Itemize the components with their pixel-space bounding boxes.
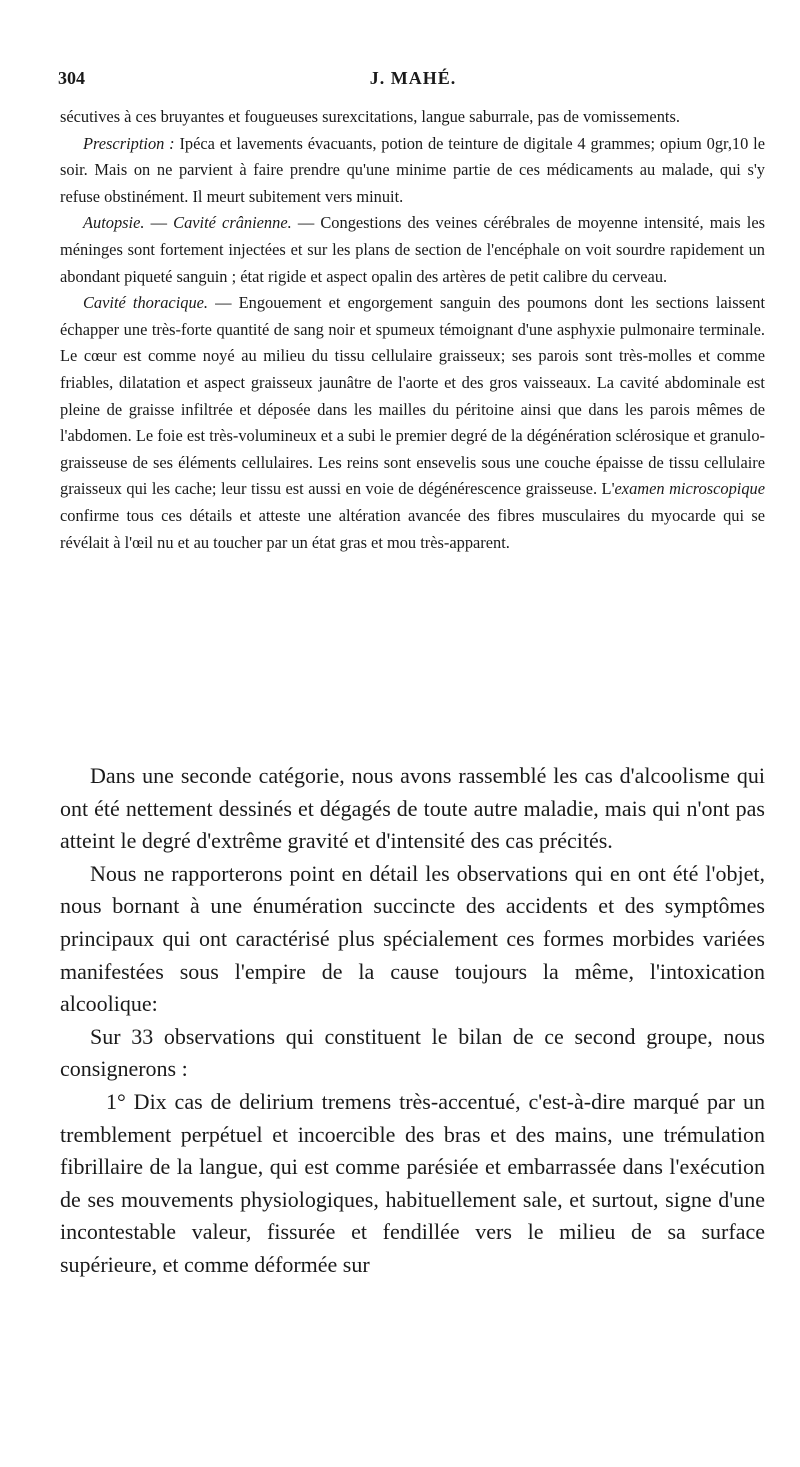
thoracic-cavity-label: Cavité thoracique. xyxy=(83,293,209,313)
paragraph-prescription xyxy=(60,131,765,211)
microscopic-exam-label: examen microscopique xyxy=(614,479,765,499)
paragraph-second-category: Dans une seconde catégorie, nous avons rassemblé les cas d'alcoolisme qui ont été nettement dessinés et dégagés de toute autre maladie, mais qui n'ont pas atteint le degré d'extrême gravité et d'intensité des cas précités. xyxy=(60,763,765,854)
paragraph-autopsy xyxy=(60,210,765,290)
page-number: 304 xyxy=(58,68,85,88)
running-title: J. MAHÉ. xyxy=(369,68,457,88)
paragraph-continuation: sécutives à ces bruyantes et fougueuses surexcitations, langue saburrale, pas de vomissements. xyxy=(60,107,680,126)
main-text xyxy=(60,760,765,1282)
paragraph-thoracic xyxy=(60,290,765,556)
page-header xyxy=(58,68,768,94)
cranial-cavity-label: Cavité crânienne. xyxy=(173,213,292,233)
microscopic-exam-text: confirme tous ces détails et atteste une altération avancée des fibres musculaires du myocarde qui se révélait à l'œil nu et au toucher par un état gras et mou très-apparent. xyxy=(60,505,765,552)
autopsy-dash: — xyxy=(144,213,174,233)
paragraph-delirium: 1° Dix cas de delirium tremens très-accentué, c'est-à-dire marqué par un tremblement perpétuel et incoercible des bras et des mains, une trémulation fibrillaire de la langue, qui est comme parésiée et embarrassée dans l'exécution de ses mouvements physiologiques, habituellement sale, et surtout, signe d'une incontestable valeur, fissurée et fendillée vers le milieu de sa surface supérieure, et comme déformée sur xyxy=(60,1088,765,1277)
prescription-label: Prescription : xyxy=(83,133,175,153)
prescription-text: Ipéca et lavements évacuants, potion de teinture de digitale 4 grammes; opium 0gr,10 le soir. Mais on ne parvient à faire prendre qu'une minime partie de ces médicaments au malade, qui s'y refuse obstinément. Il meurt subitement vers minuit. xyxy=(60,133,765,206)
autopsy-label: Autopsie. xyxy=(83,213,145,233)
thoracic-cavity-text: — Engouement et engorgement sanguin des poumons dont les sections laissent échapper une très-forte quantité de sang noir et spumeux témoignant d'une asphyxie pulmonaire terminale. Le cœur est comme noyé au milieu du tissu cellulaire graisseux; ses parois sont très-molles et comme friables, dilatation et aspect graisseux jaunâtre de l'aorte et des gros vaisseaux. La cavité abdominale est pleine de graisse infiltrée et déposée dans les mailles du péritoine ainsi que dans les parois mêmes de l'abdomen. Le foie est très-volumineux et a subi le premier degré de la dégénération sclérosique et granulo-graisseuse de ses éléments cellulaires. Les reins sont ensevelis sous une couche épaisse de tissu cellulaire graisseux qui les cache; leur tissu est aussi en voie de dégénérescence graisseuse. L' xyxy=(60,293,765,499)
cranial-cavity-text: — Congestions des veines cérébrales de moyenne intensité, mais les méninges sont fortement injectées et sur les plans de section de l'encéphale on voit sourdre rapidement un abondant piqueté sanguin ; état rigide et aspect opalin des artères de petit calibre du cerveau. xyxy=(60,213,765,286)
observation-text xyxy=(60,104,765,556)
paragraph-count: Sur 33 observations qui constituent le bilan de ce second groupe, nous consignerons : xyxy=(60,1023,765,1082)
paragraph-observations: Nous ne rapporterons point en détail les observations qui en ont été l'objet, nous bornant à une énumération succincte des accidents et des symptômes principaux qui ont caractérisé plus spécialement ces formes morbides variées manifestées sous l'empire de la cause toujours la même, l'intoxication alcoolique: xyxy=(60,860,765,1017)
